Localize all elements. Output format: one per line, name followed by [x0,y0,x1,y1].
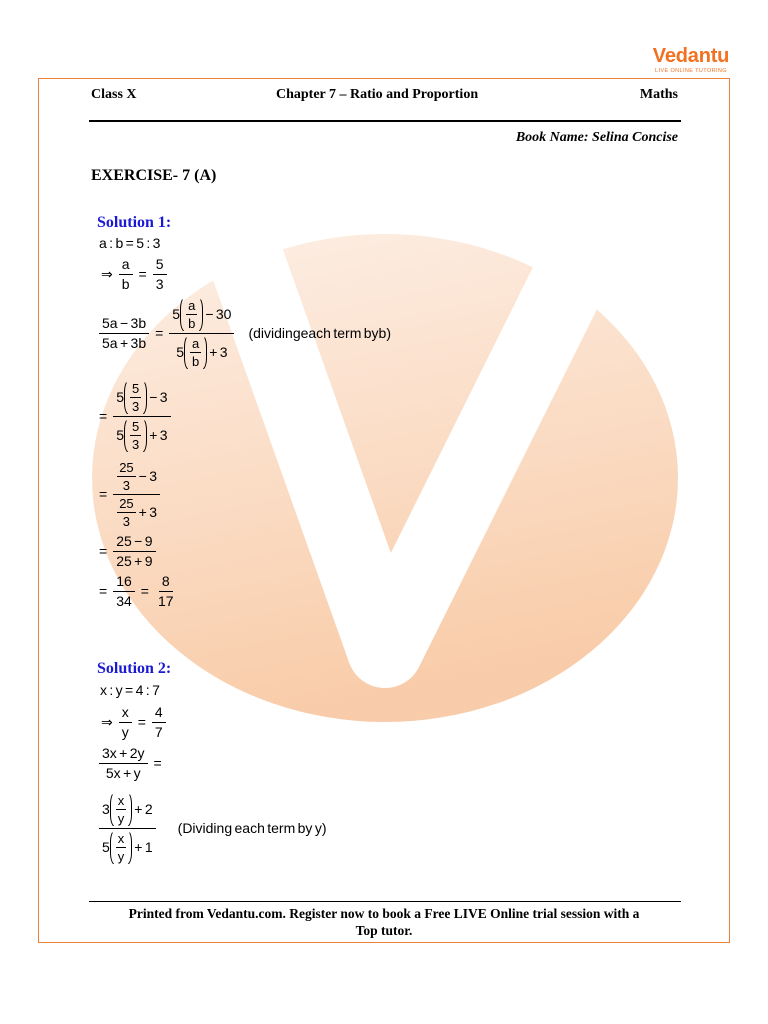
left-paren [110,830,115,865]
equals-sign: = [99,542,108,559]
solution-1-step-5 [97,533,158,569]
denominator: 34 [116,592,132,609]
right-paren [127,792,132,827]
exercise-title: EXERCISE- 7 (A) [91,167,217,184]
denominator: b [188,315,196,331]
right-paren [142,380,147,415]
numerator: x [117,830,125,846]
denominator: 3 [131,398,140,414]
step-note: (Dividing each term by y) [177,819,327,836]
numerator: a [188,297,196,313]
fraction [119,256,133,293]
equals-sign: = [155,324,164,341]
left-paren [184,335,189,370]
equals-sign: = [137,713,146,730]
coefficient: 5 [176,343,184,360]
footer-divider [89,901,681,902]
compound-fraction [169,297,234,370]
subject-label: Maths [639,87,678,102]
compound-fraction [99,792,156,865]
equals-sign: = [99,485,108,502]
numerator: 25 − 9 [113,533,155,552]
solution-2-heading: Solution 2: [97,660,172,677]
denominator: 17 [157,592,174,609]
denominator: b [121,275,130,292]
denominator: 7 [154,723,163,740]
numerator [99,792,156,829]
inner-fraction [186,298,197,331]
numerator: 16 [113,573,135,592]
solution-1-step-6 [97,573,179,609]
numerator: 5 [131,380,140,396]
left-paren [180,297,185,332]
numerator: a [119,256,133,275]
inner-fraction [116,831,127,864]
denominator [113,417,170,453]
left-paren [110,792,115,827]
numerator: x [119,704,132,723]
book-name: Book Name: Selina Concise [515,130,678,145]
numerator [169,297,234,334]
implies-symbol: ⇒ [101,713,113,730]
vedantu-logo [650,45,732,75]
solution-2-given-ratio: x : y = 4 : 7 [100,682,160,698]
numerator: 25 [119,459,134,475]
inner-fraction [117,460,135,493]
term-tail: − 3 [149,388,168,405]
footer-line-2: Top tutor. [355,923,413,938]
chapter-title: Chapter 7 – Ratio and Proportion [276,87,479,102]
term-tail: + 2 [134,800,153,817]
denominator: b [191,353,200,369]
equals-sign: = [138,265,147,282]
fraction [153,256,167,293]
inner-fraction [117,496,135,529]
step-note: (dividingeach term byb) [248,324,391,341]
numerator: 25 [119,495,134,511]
coefficient: 5 [172,305,181,322]
denominator: 25 + 9 [116,552,153,569]
right-paren [198,297,203,332]
compound-fraction [113,380,170,453]
coefficient: 5 [116,388,124,405]
coefficient: 5 [102,838,110,855]
solution-2-step-2 [97,745,166,781]
numerator: a [191,335,200,351]
numerator: x [117,792,125,808]
fraction [155,573,177,610]
inner-fraction [190,336,201,369]
right-paren [142,418,147,453]
fraction [113,533,155,570]
denominator: 5x + y [105,764,141,781]
solution-1-given-ratio: a : b = 5 : 3 [99,235,161,251]
footer-line-1: Printed from Vedantu.com. Register now to book a Free LIVE Online trial session with a [128,906,640,921]
equals-sign: = [140,582,149,599]
term-tail: − 30 [205,305,232,322]
solution-1-step-2 [97,295,391,371]
term-tail: + 3 [138,503,158,520]
equals-sign: = [99,407,108,424]
inner-fraction [116,793,127,826]
fraction [119,704,132,741]
fraction [113,573,135,610]
class-label: Class X [91,87,137,102]
solution-2-step-1 [97,704,168,740]
compound-fraction [113,460,160,529]
numerator: 3x + 2y [99,745,148,764]
denominator: 3 [122,513,131,529]
solution-1-step-3 [97,378,173,454]
numerator [113,380,170,417]
coefficient: 5 [116,426,124,443]
coefficient: 3 [102,800,110,817]
fraction [152,704,166,741]
denominator: 5a + 3b [102,334,147,351]
denominator: y [117,848,125,864]
denominator [99,829,156,865]
denominator [113,495,160,529]
solution-1-step-4 [97,456,162,532]
left-paren [124,418,129,453]
solution-1-heading: Solution 1: [97,214,172,231]
fraction [99,315,149,352]
right-paren [127,830,132,865]
solution-1-step-1 [97,256,169,292]
numerator: 8 [159,573,173,592]
logo-wordmark: Vedantu [652,45,730,67]
solution-2-step-3 [97,790,326,866]
denominator: 3 [155,275,164,292]
denominator: y [117,810,125,826]
numerator: 5 [153,256,167,275]
denominator [173,334,230,370]
denominator: 3 [131,436,140,452]
right-paren [202,335,207,370]
term-tail: + 3 [209,343,228,360]
denominator: 3 [122,477,131,493]
term-tail: + 3 [149,426,168,443]
fraction [99,745,148,782]
term-tail: − 3 [138,467,158,484]
left-paren [124,380,129,415]
numerator [113,460,160,495]
header-divider [89,120,681,122]
implies-symbol: ⇒ [101,265,113,282]
numerator: 5a − 3b [99,315,149,334]
term-tail: + 1 [134,838,153,855]
numerator: 4 [152,704,166,723]
inner-fraction [130,419,141,452]
numerator: 5 [131,418,140,434]
logo-tagline: LIVE ONLINE TUTORING [655,68,727,74]
denominator: y [121,723,129,740]
equals-sign: = [153,754,162,771]
equals-sign: = [99,582,108,599]
inner-fraction [130,381,141,414]
